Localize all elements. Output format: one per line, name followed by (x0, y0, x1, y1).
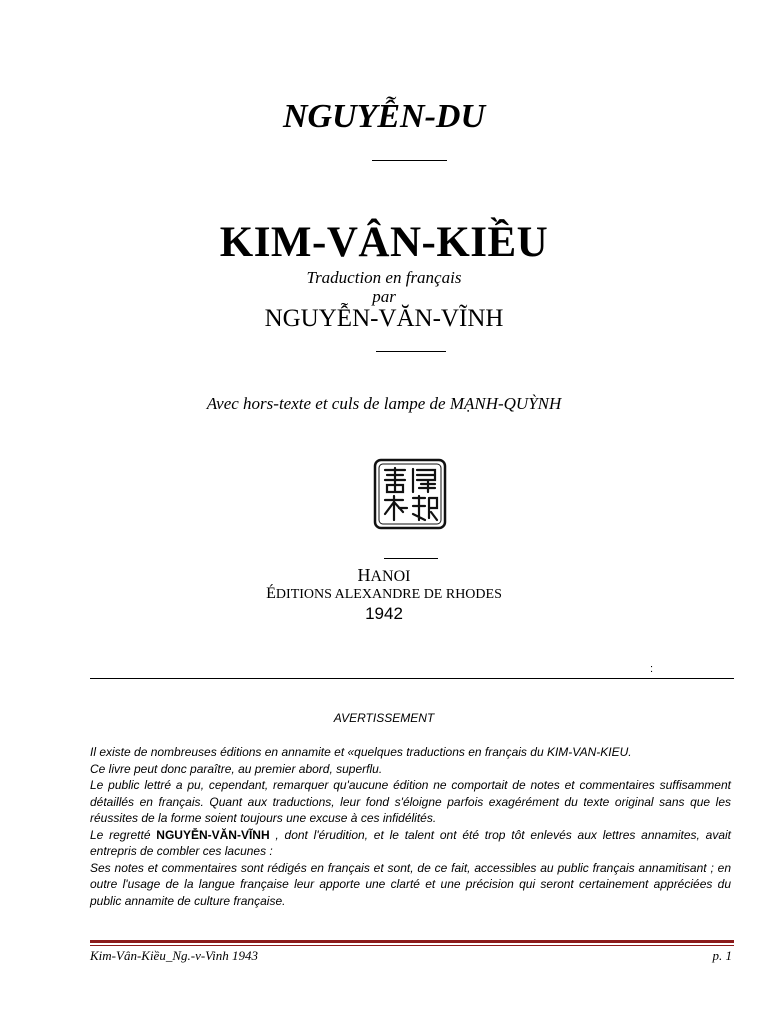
foreword-paragraph: Le public lettré a pu, cependant, remarquer qu'aucune édition ne comportait de notes et commentaires suffisamment détaillés en français. Quant aux traductions, leur fond s'éloigne parfois exagérément du texte original sans que les réussites de la forme soient toujours une excuse à ces infidélités. (90, 778, 731, 825)
city-initial: H (357, 565, 371, 585)
footer-rule-thin (90, 945, 734, 946)
footer-page-number: p. 1 (712, 948, 732, 963)
publisher-divider (384, 558, 438, 559)
divider-mark: : (650, 663, 654, 675)
publisher-initial: É (266, 585, 276, 602)
foreword-heading: AVERTISSEMENT (333, 711, 435, 725)
foreword-paragraph: Il existe de nombreuses éditions en annamite et «quelques traductions en français du KIM-VAN-KIEU. (90, 745, 632, 759)
publisher-rest: DITIONS ALEXANDRE DE RHODES (275, 587, 502, 602)
book-title: KIM-VÂN-KIỀU (219, 219, 549, 266)
foreword-paragraph: Ses notes et commentaires sont rédigés en français et sont, de ce fait, accessibles au public français annamitisant ; en outre l'usage de la langue française leur apporte une clarté et une précision qui seront certainement appréciées du public annamite de culture française. (90, 860, 731, 908)
paragraph-suffix: , dont l'érudition, et le talent ont été trop tôt enlevés aux lettres annamites, avait entrepris de combler ces lacunes : (90, 827, 731, 858)
author-name: NGUYỄN-DU (282, 98, 486, 135)
footer-rule-thick (90, 940, 734, 943)
footer-document-label: Kim-Vân-Kiều_Ng.-v-Vinh 1943 (90, 948, 259, 963)
illustrations-credit: Avec hors-texte et culs de lampe de MẠNH-QUỲNH (206, 394, 562, 413)
publication-city (0, 565, 768, 586)
city-rest: ANOI (370, 568, 411, 585)
foreword-paragraph (90, 827, 731, 860)
paragraph-prefix: Le regretté (90, 827, 157, 842)
seal-stamp-icon (373, 458, 447, 530)
translation-line: Traduction en français (306, 268, 462, 287)
translator-mention: NGUYỄN-VĂN-VĨNH (156, 827, 270, 842)
publication-year: 1942 (365, 604, 403, 623)
par-line: par (372, 287, 396, 306)
foreword-paragraph: Ce livre peut donc paraître, au premier abord, superflu. (90, 761, 383, 776)
section-divider (90, 678, 734, 679)
author-divider (372, 160, 447, 161)
publisher-name (0, 585, 768, 603)
translator-name: NGUYỄN-VĂN-VĨNH (264, 305, 504, 332)
foreword-body (90, 744, 731, 909)
translator-divider (376, 351, 446, 352)
